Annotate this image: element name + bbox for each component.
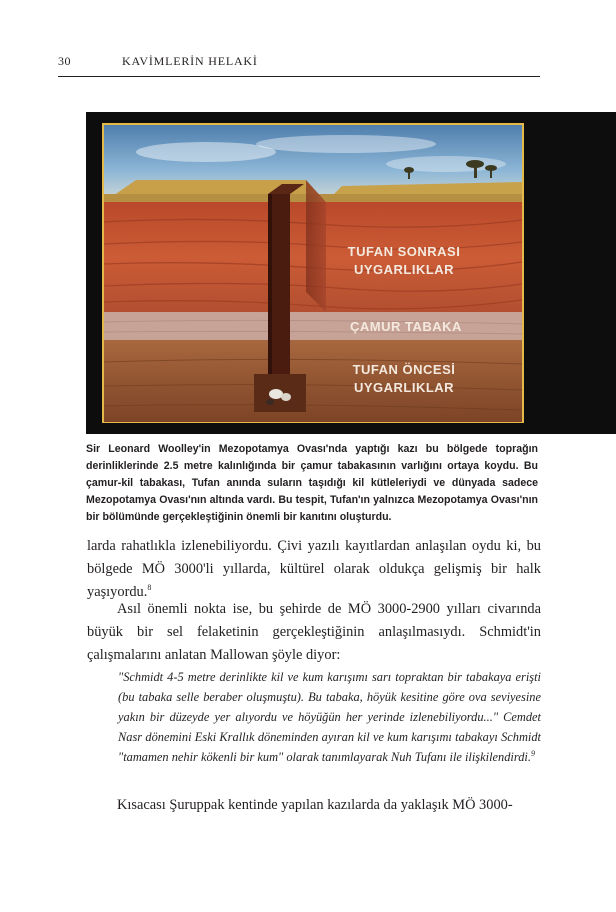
- block-quote: "Schmidt 4-5 metre derinlikte kil ve kum karışımı sarı topraktan bir tabakaya erişti (bu tabaka selle beraber oluşmuştu). Bu tabaka, höyük kesitine göre ova seviyesine yakın bir düzeyde yer alıyordu ve höyüğün her yerinde izlenebiliyordu..." Cemdet Nasr dönemini Eski Krallık döneminden ayıran kil ve kum karışımı tabakayı Schmidt "tamamen nehir kökenli bir kum" olarak tanımlayarak Nuh Tufanı ile ilişkilendirdi.$^9$: [118, 670, 541, 764]
- lower-clay-layer: [104, 340, 522, 422]
- label-pre-flood-2: UYGARLIKLAR: [353, 380, 455, 395]
- page-number: 30: [58, 54, 71, 68]
- footnote-ref-9: 9: [530, 748, 535, 758]
- paragraph-2: Asıl önemli nokta ise, bu şehirde de MÖ 3000-2900 yılları civarında büyük bir sel felaketinin gerçekleştiğinin anlaşılmasıydı. Schmidt'in çalışmalarını anlatan Mallowan şöyle diyor:: [87, 601, 541, 663]
- figure-caption: Sir Leonard Woolley'in Mezopotamya Ovası'nda yaptığı kazı bu bölgede toprağın derinliklerinde 2.5 metre kalınlığında bir çamur tabakasının varlığını ortaya koydu. Bu çamur-kil tabakası, Tufan anında suların taşıdığı kil kütleleriydi ve dünyada sadece Mezopotamya Ovası'nın altında vardı. Bu tespit, Tufan'ın yalnızca Mezopotamya Ovası'nın bir bölümünde gerçekleştiğinin önemli bir kanıtını oluşturdu.: [86, 443, 538, 523]
- excavation-illustration: [86, 112, 616, 434]
- label-pre-flood-1: TUFAN ÖNCESİ: [352, 362, 456, 377]
- paragraph-3: Kısacası Şuruppak kentinde yapılan kazılarda da yaklaşık MÖ 3000-: [117, 797, 513, 813]
- label-post-flood-1: TUFAN SONRASI: [347, 244, 461, 259]
- label-post-flood-2: UYGARLIKLAR: [353, 262, 455, 277]
- paragraph-1: larda rahatlıkla izlenebiliyordu. Çivi yazılı kayıtlardan anlaşılan oydu ki, bu bölgede MÖ 3000'li yıllarda, kültürel olarak oldukça gelişmiş bir halk yaşıyordu.$^8$: [87, 538, 541, 600]
- soil-layers-diagram: [86, 112, 616, 434]
- label-mud-layer: ÇAMUR TABAKA: [350, 319, 462, 334]
- running-title: KAVİMLERİN HELAKİ: [122, 54, 258, 68]
- footnote-ref-8: 8: [147, 583, 152, 593]
- header-rule: [58, 76, 540, 77]
